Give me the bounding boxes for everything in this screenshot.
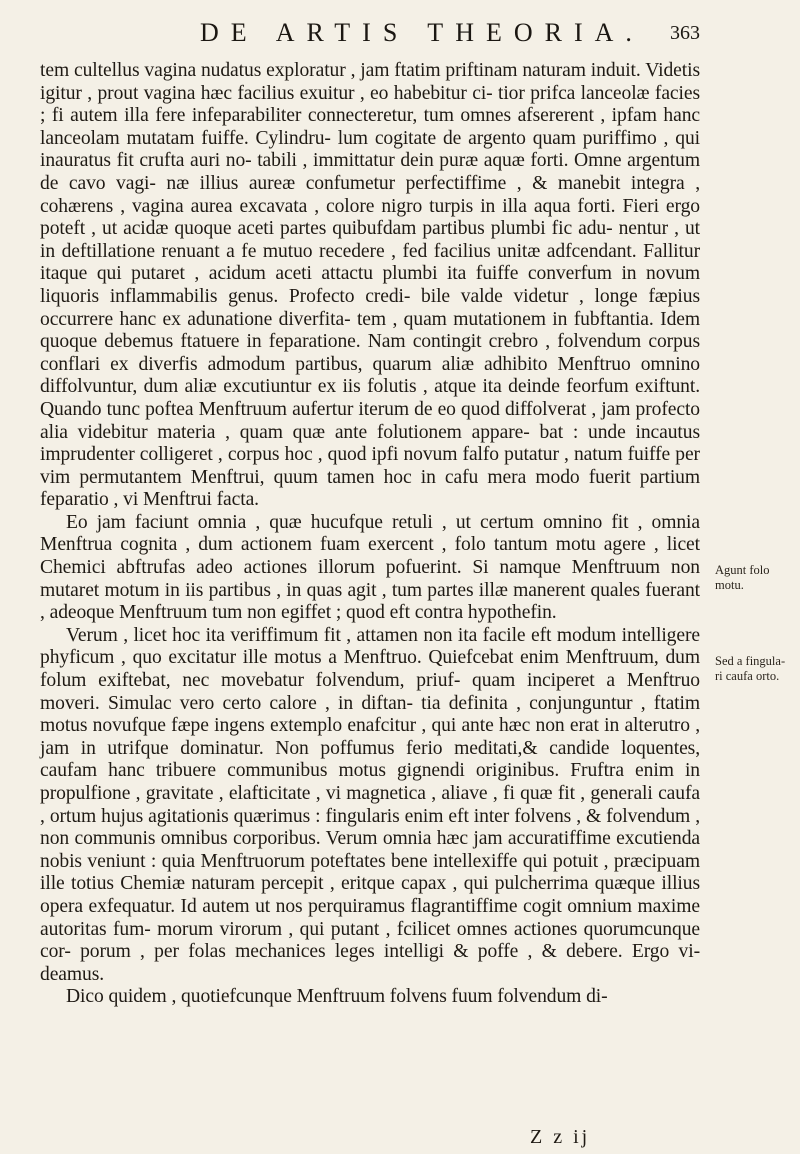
main-text: [40, 60, 700, 1009]
paragraph: Dico quidem , quotiefcunque Menftruum folvens fuum folvendum di-: [66, 986, 608, 1008]
signature-mark: Z z ij: [530, 1126, 591, 1148]
margin-note: Sed a fingula- ri caufa orto.: [715, 654, 786, 683]
paragraph: Eo jam faciunt omnia , quæ hucufque retuli , ut certum omnino fit , omnia Menftrua cognita , dum actionem fuam exercent , folo tantum motu agere , licet Chemici abftrufas adeo actiones illorum pofuerint. Si namque Menftruum non mutaret motum in iis partibus , in quas agit , tum partes illæ manerent quales fuerant , adeoque Menftruum tum non egiffet ; quod eft contra hypothefin.: [40, 511, 700, 624]
page-number: 363: [670, 22, 700, 44]
paragraph: tem cultellus vagina nudatus exploratur , jam ftatim priftinam naturam induit. Videtis igitur , prout vagina hæc facilius exuitur , eo habebitur ci- tior prifca lanceolæ facies ; fi autem illa fere infeparabiliter connecteretur, tum omnes afsererent , ipfam hanc lanceolam mutatam fuiffe. Cylindru- lum cogitate de argento quam puriffimo , qui inauratus fit crufta auri no- tabili , immittatur dein puræ aquæ forti. Omne argentum de cavo vagi- næ illius aureæ confumetur perfectiffime , & manebit integra , cohærens , vagina aurea excavata , colore nigro turpis in illa aqua forti. Fieri ergo poteft , ut acidæ quoque aceti partes quibufdam partibus plumbi fic adu- nentur , ut in deftillatione renuant a fe mutuo recedere , fed facilius unitæ adfcendant. Fallitur itaque qui putaret , acidum aceti attactu plumbi ita fuiffe converfum in novum liquoris inflammabilis genus. Profecto credi- bile valde videtur , longe fæpius occurrere hanc ex adunatione diverfita- tem , quam mutationem in fubftantia. Idem quoque debemus ftatuere in feparatione. Nam contingit crebro , folvendum corpus conflari ex diverfis admodum partibus, quarum aliæ adhibito Menftruo omnino diffolvuntur, dum aliæ excutiuntur ex iis folutis , atque ita deinde feorfum exiftunt. Quando tunc poftea Menftruum aufertur iterum de eo quod diffolverat , jam profecto alia videbitur materia , quam quæ ante folutionem appare- bat : unde incautus imprudenter colligeret , corpus hoc , quod ipfi novum falfo putatur , natum fuiffe per vim permutantem Menftrui, quum tamen hoc in cafu mera modo fuerit partium feparatio , vi Menftrui facta.: [40, 60, 700, 511]
page-header: [40, 18, 700, 58]
paragraph: Verum , licet hoc ita veriffimum fit , attamen non ita facile eft modum intelligere phyficum , quo excitatur ille motus a Menftruo. Quiefcebat enim Menftruum, dum folum exiftebat, nec movebatur folvendum, priuf- quam inciperet a Menftruo moveri. Simulac vero certo calore , in diftan- tia definita , conjunguntur , ftatim motus novufque fæpe ingens extemplo enafcitur , qui ante hæc non erat in alterutro , jam in utrifque dominatur. Non poffumus ferio meditati,& candide loquentes, caufam hanc tribuere communibus motus gignendi originibus. Fruftra enim in propulfione , gravitate , elafticitate , vi magnetica , aliave , fi quæ fit , generali caufa , ortum hujus agitationis quærimus : fingularis enim eft inter folvens , & folvendum , non communis omnibus corporibus. Verum omnia hæc jam accuratiffime excutienda nobis veniunt : quia Menftruorum poteftates bene intellexiffe qui potuit , præcipuam ille totius Chemiæ naturam percepit , eritque capax , qui pulcherrima quæque illius opera exfequatur. Id autem ut nos perquiramus flagrantiffime cogit omnium maxime autoritas fum- morum virorum , qui putant , fcilicet omnes actiones quorumcunque cor- porum , per folas mechanices leges intelligi & poffe , & debere. Ergo vi- deamus.: [40, 624, 700, 985]
margin-note: Agunt folo motu.: [715, 563, 770, 592]
running-title: DE ARTIS THEORIA.: [200, 18, 644, 47]
